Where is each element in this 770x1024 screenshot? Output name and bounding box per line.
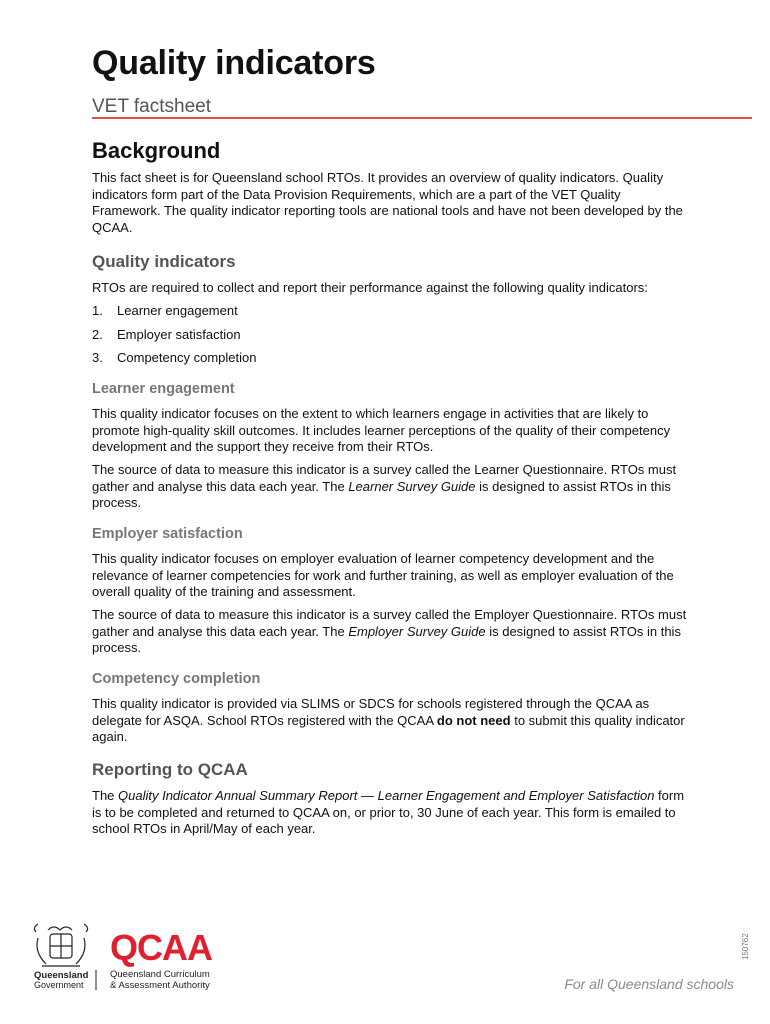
background-paragraph: This fact sheet is for Queensland school RTOs. It provides an overview of quality indicators. Quality indicators form part of the Data Provision Requirements, which are a part of the VET Quality Framework. The quality indicator reporting tools are national tools and have not been developed by the QCAA. (92, 170, 683, 235)
footer-logos (28, 920, 228, 1000)
list-item (92, 350, 692, 367)
list-item-number: 1. (92, 303, 103, 318)
employer-satisfaction-paragraph-2 (92, 607, 692, 657)
tagline: For all Queensland schools (564, 976, 734, 992)
employer-satisfaction-paragraph-1: This quality indicator focuses on employer evaluation of learner competency development and the relevance of learner competencies for work and further training, as well as employer evaluation of the overall quality of the training and assessment. (92, 551, 674, 599)
queensland-government-crest-icon (28, 920, 228, 995)
report-title: Quality Indicator Annual Summary Report — Learner Engagement and Employer Satisfaction (118, 788, 655, 803)
reporting-paragraph (92, 788, 692, 838)
learner-engagement-paragraph-2 (92, 462, 692, 512)
text-run: form is to be completed and returned to QCAA on, or prior to, 30 June of each year. This form is emailed to school RTOs in April/May of each year. (92, 788, 685, 836)
text-run: The (92, 788, 119, 803)
emphasis-do-not-need: do not need (436, 712, 511, 728)
list-item-label: Competency completion (117, 350, 257, 365)
learner-survey-guide-title: Learner Survey Guide (348, 478, 476, 494)
list-item-number: 3. (92, 350, 103, 365)
list-item-label: Learner engagement (117, 303, 238, 318)
gov-line-1: Queensland (34, 970, 89, 981)
quality-indicators-heading: Quality indicators (92, 252, 236, 271)
text-run: The source of data to measure this indicator is a survey called the Learner Questionnaire. RTOs must gather and analyse this data each year. The (92, 462, 677, 494)
learner-engagement-heading: Learner engagement (92, 381, 235, 397)
text-run: is designed to assist RTOs in this process. (92, 623, 681, 655)
competency-completion-paragraph (92, 696, 692, 746)
competency-completion-heading: Competency completion (92, 671, 261, 687)
learner-engagement-paragraph-1: This quality indicator focuses on the extent to which learners engage in activities that are likely to promote high-quality skill outcomes. It includes learner perceptions of the quality of their competency development and the support they receive from their RTOs. (92, 406, 671, 454)
qcaa-logo: QCAA (110, 927, 212, 968)
header-divider (92, 117, 752, 119)
quality-indicators-intro: RTOs are required to collect and report their performance against the following quality indicators: (92, 280, 648, 295)
employer-satisfaction-heading: Employer satisfaction (92, 526, 243, 542)
title-block (92, 40, 692, 118)
list-item-label: Employer satisfaction (117, 327, 241, 342)
employer-survey-guide-title: Employer Survey Guide (348, 623, 486, 639)
text-run: This quality indicator is provided via SLIMS or SDCS for schools registered through the QCAA as delegate for ASQA. School RTOs registered with the QCAA (92, 696, 650, 728)
list-item (92, 327, 692, 344)
reporting-heading: Reporting to QCAA (92, 760, 248, 779)
list-item-number: 2. (92, 327, 103, 342)
text-run: The source of data to measure this indicator is a survey called the Employer Questionnaire. RTOs must gather and analyse this data each year. The (92, 607, 687, 639)
background-heading: Background (92, 138, 221, 163)
document-code: 150762 (741, 933, 750, 960)
page-subtitle: VET factsheet (92, 96, 211, 117)
text-run: is designed to assist RTOs in this process. (92, 478, 671, 510)
gov-line-2: Government (34, 980, 84, 990)
qcaa-line-1: Queensland Curriculum (110, 969, 210, 980)
qcaa-line-2: & Assessment Authority (110, 980, 210, 991)
page-title: Quality indicators (92, 44, 376, 82)
text-run: to submit this quality indicator again. (92, 712, 685, 744)
list-item (92, 303, 692, 320)
